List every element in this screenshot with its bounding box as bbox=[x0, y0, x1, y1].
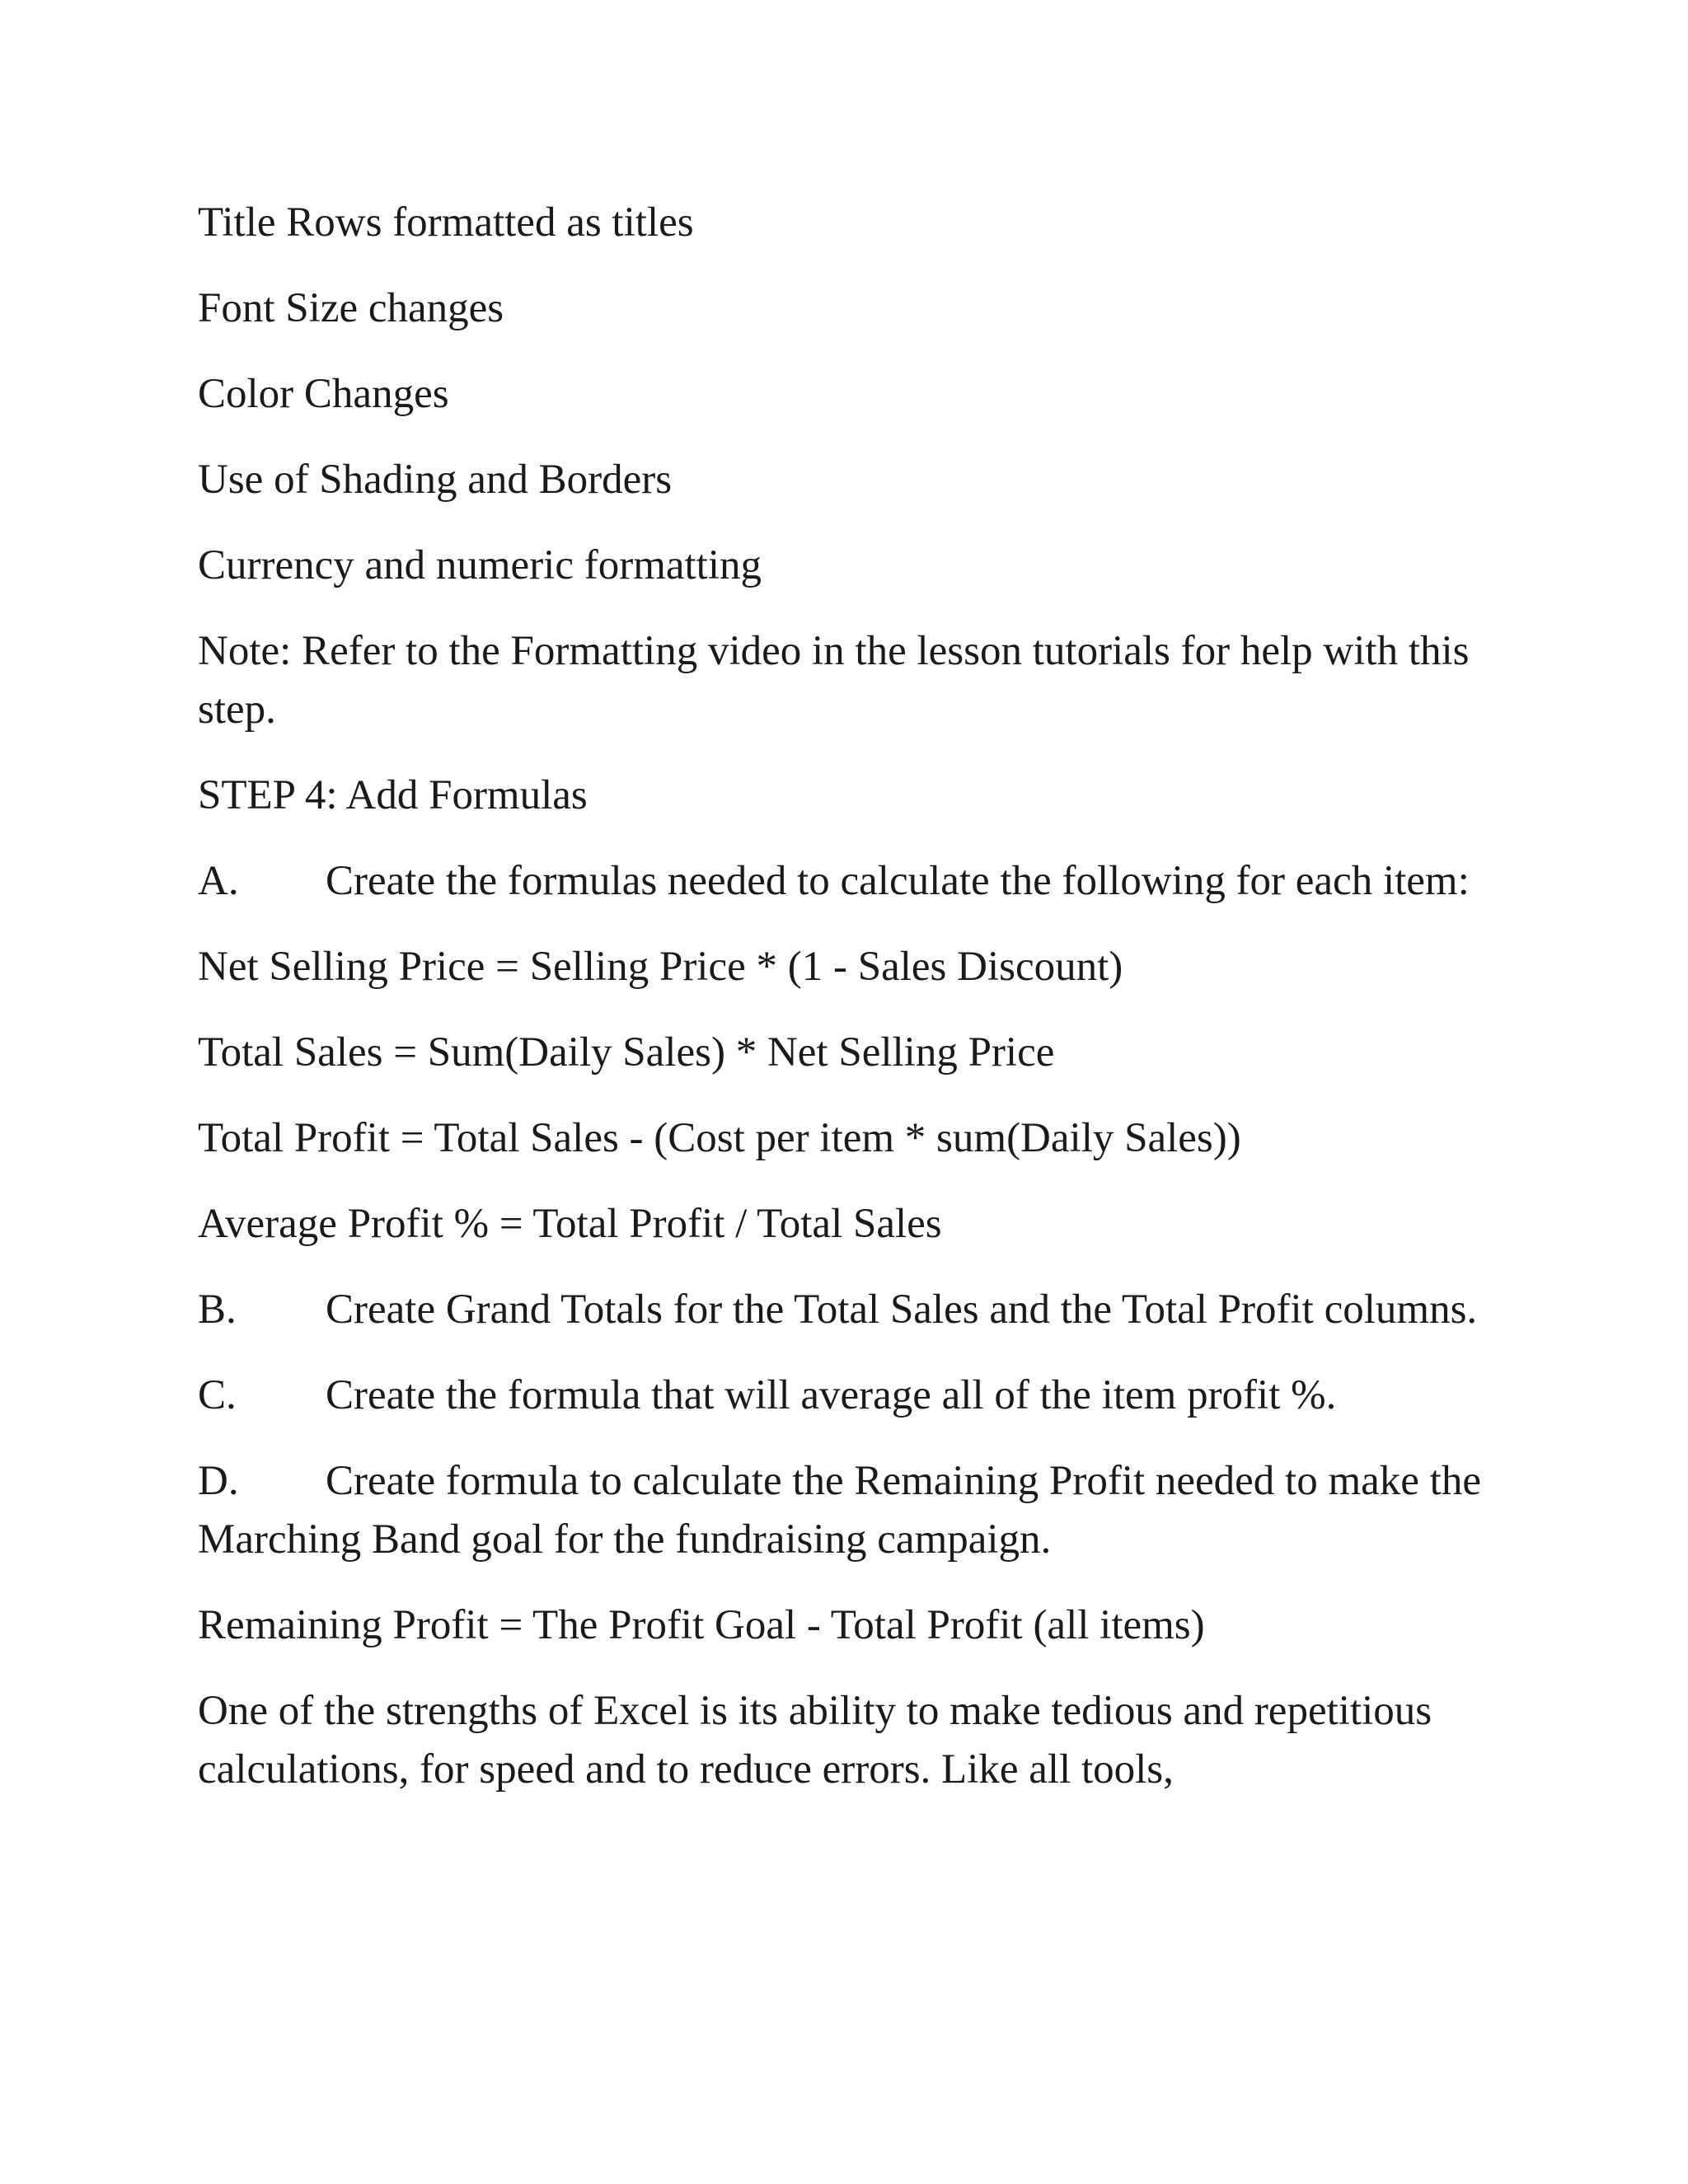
line-title-rows: Title Rows formatted as titles bbox=[198, 199, 694, 246]
formula-total-profit: Total Profit = Total Sales - (Cost per item * sum(Daily Sales)) bbox=[198, 1115, 1241, 1161]
line-color-changes: Color Changes bbox=[198, 371, 449, 417]
formula-average-profit: Average Profit % = Total Profit / Total Sales bbox=[198, 1201, 942, 1247]
list-item-b bbox=[198, 1281, 1500, 1339]
list-text-a: Create the formulas needed to calculate the following for each item: bbox=[326, 858, 1470, 904]
step-4-heading: STEP 4: Add Formulas bbox=[198, 772, 588, 818]
list-marker-a: A. bbox=[198, 858, 239, 904]
document-body bbox=[198, 194, 1500, 1826]
list-marker-c: C. bbox=[198, 1372, 237, 1418]
formula-total-sales: Total Sales = Sum(Daily Sales) * Net Selling Price bbox=[198, 1029, 1055, 1076]
list-text-b: Create Grand Totals for the Total Sales and the Total Profit columns. bbox=[326, 1286, 1478, 1333]
list-text-c: Create the formula that will average all of the item profit %. bbox=[326, 1372, 1337, 1418]
line-font-size: Font Size changes bbox=[198, 285, 504, 331]
list-text-d: Create formula to calculate the Remaining Profit needed to make the Marching Band goal for the fundraising campaign. bbox=[198, 1458, 1481, 1563]
formula-remaining-profit: Remaining Profit = The Profit Goal - Total Profit (all items) bbox=[198, 1602, 1205, 1648]
list-marker-b: B. bbox=[198, 1286, 237, 1333]
list-item-d bbox=[198, 1452, 1500, 1569]
line-shading-borders: Use of Shading and Borders bbox=[198, 457, 673, 503]
line-currency-numeric: Currency and numeric formatting bbox=[198, 542, 762, 588]
note-paragraph: Note: Refer to the Formatting video in the lesson tutorials for help with this step. bbox=[198, 628, 1470, 733]
list-marker-d: D. bbox=[198, 1458, 239, 1504]
closing-paragraph: One of the strengths of Excel is its ability to make tedious and repetitious calculations, for speed and to reduce errors. Like all tools, bbox=[198, 1688, 1432, 1793]
list-item-c bbox=[198, 1366, 1500, 1425]
list-item-a bbox=[198, 852, 1500, 911]
formula-net-selling-price: Net Selling Price = Selling Price * (1 - Sales Discount) bbox=[198, 944, 1123, 990]
